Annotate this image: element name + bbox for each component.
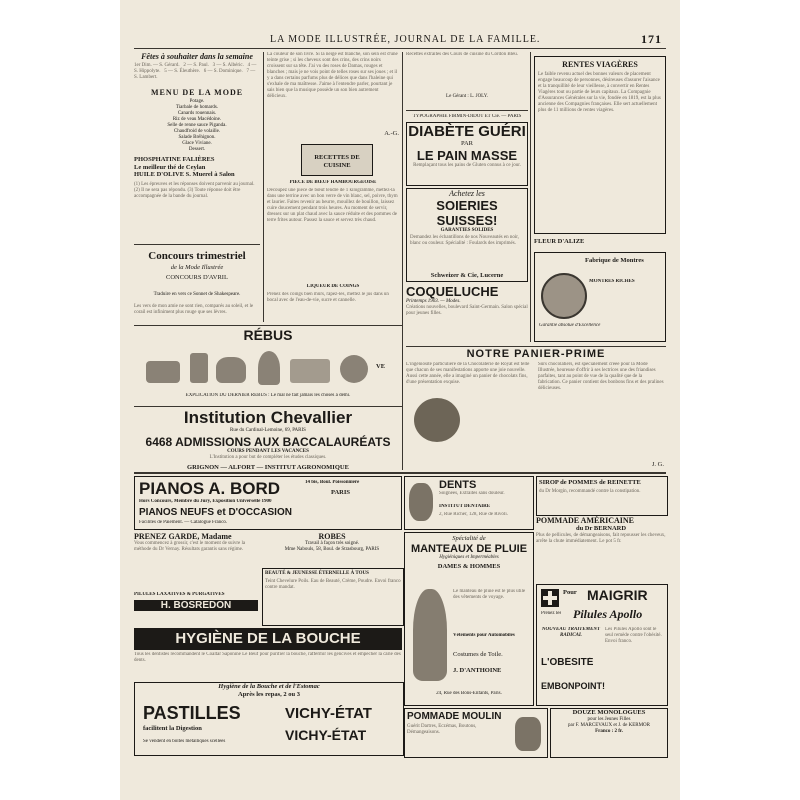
pianos-facilites: Facilités de Paiement. — Catalogue Franco. xyxy=(139,520,228,525)
douze-price: Franco : 2 fr. xyxy=(595,728,623,734)
maigrir-obesite: L'OBÉSITÉ xyxy=(541,657,594,668)
rentes-ad: RENTES VIAGÈRES Le faible revenu actuel des bonnes valeurs de placement engage beaucoup de personnes, désireuses d'assurer l'aisance et la tranquillité de leur vieillesse, à convertir en Rentes Viagères tout ou partie de leurs capitaux. La Compagnie d'Assurances Générales sur la vie, fondée en 1819, est la plus ancienne des Compagnies françaises. Elle sert actuellement plus de 11 millions de rentes viagères. xyxy=(534,56,666,234)
footnotes: (1) Les épreuves et les réponses doivent parvenir au journal. (2) Il ne sera pas répondu. (3) Toute réponse doit être accompagnée de la bande du journal. xyxy=(134,181,255,199)
piece-title: PIÈCE DE BŒUF HAMBOURGEOISE xyxy=(289,180,377,185)
column-rule xyxy=(263,52,264,322)
pocket-watch-icon xyxy=(541,273,587,319)
basket-icon xyxy=(414,398,460,442)
rebus-title: RÉBUS xyxy=(243,327,293,343)
menu-item: Glace Viviane. xyxy=(182,141,212,146)
montres-garantie: Garantie absolue d'Excellence xyxy=(539,323,601,328)
journal-title: LA MODE ILLUSTRÉE, JOURNAL DE LA FAMILLE. xyxy=(270,34,541,45)
menu-item: Tiarbale de homards. xyxy=(175,105,219,110)
soieries-garanties: GARANTIES SOLIDES xyxy=(440,228,494,233)
menu-item: Potage. xyxy=(189,99,205,104)
panier-signature: J. G. xyxy=(651,460,664,468)
concours-title: Concours trimestriel xyxy=(148,250,246,262)
ceylan-ad: Le meilleur thé de Ceylan xyxy=(134,163,206,171)
menu-item: Canards rouennais. xyxy=(177,111,217,116)
menu-title: MENU DE LA MODE xyxy=(150,88,244,97)
concours-avril: CONCOURS D'AVRIL xyxy=(166,274,228,281)
page-number: 171 xyxy=(641,32,662,46)
menu-item: Salade Bréhignon. xyxy=(178,135,216,140)
huile-ad: HUILE D'OLIVE S. Muerel à Salon xyxy=(134,171,235,178)
panier-text-left: L'ingéniosité particulière de la Chocolaterie de Royat est telle que chacun de ses manifestations apporte une joie nouvelle. Aussi cette année, elle a imaginé un panier de chocolats fins, d'une présentation exquise. xyxy=(406,362,530,385)
dents-title: DENTS xyxy=(439,479,477,491)
anthoine-address: 24, Rue des Bons-Enfants, Paris. xyxy=(436,691,502,696)
maigrir-title: MAIGRIR xyxy=(587,587,648,603)
column-2-text: La couleur de son livre. Si la neige est blanche, son sein est d'une teinte grise ; si les cheveux sont des crins, des crins noirs croissent sur sa tête. J'ai vu des roses de Damas, rouges et blanches ; mais je ne vois point de telles roses sur ses joues ; et il y a dans certains parfums plus de délices que dans l'haleine qui s'exhale de ma maîtresse. J'aime à l'entendre parler, pourtant je sais bien que la musique possède un son bien autrement délicieux. xyxy=(267,52,398,99)
portrait-icon xyxy=(409,483,433,521)
robes-sub: Travail à façon très soigné. xyxy=(304,541,360,546)
bosredon: H. BOSREDON xyxy=(134,600,258,611)
montres-ad xyxy=(534,252,666,342)
fleur-alize: FLEUR D'ALIZE xyxy=(534,238,585,245)
pot-icon xyxy=(515,717,541,751)
column-rule xyxy=(530,52,531,342)
robes-address: Mme Nabouls, 58, Boul. de Strasbourg, PARIS xyxy=(284,547,380,552)
sirop-title: SIROP de POMMES de REINETTE xyxy=(539,479,641,486)
soieries-ad: Achetez les SOIERIES SUISSES! GARANTIES SOLIDES Demandez les échantillons de nos Nouveautés en noir, blanc ou couleur. Spécialité : Foulards des imprimés. Schweizer & Cie, Lucerne xyxy=(406,188,528,282)
panier-text-right: Sûrs chocolatiers, est spécialement créée pour la Mode Illustrée, heureuse d'offrir à ses lectrices une des friandises parfaites, tant au point de vue de la qualité que de la fabrication. Ce panier contient des bonbons fins et des pralines délicieuses. xyxy=(538,362,664,391)
newspaper-page xyxy=(120,0,680,800)
chevallier-admissions: 6468 ADMISSIONS AUX BACCALAURÉATS xyxy=(145,435,391,449)
robes-ad xyxy=(262,532,402,564)
menu-item: Chaudfroid de volaille. xyxy=(173,129,221,134)
pommade-americaine-ad: POMMADE AMÉRICAINE du Dr BERNARD Plus de pellicules, de démangeaisons, fait repousser les cheveux, arrête la chute immédiatement. Le pot 5 fr. xyxy=(536,516,666,544)
col3-intro: Recettes extraites des Cours de cuisine du Cordon Bleu. xyxy=(406,52,519,57)
header-rule xyxy=(134,48,666,49)
pilules-laxatives-ad xyxy=(134,592,258,624)
maigrir-prenez: Prenez les xyxy=(541,611,562,616)
gerant: Le Gérant : L. JOLY. xyxy=(446,94,488,99)
manteaux-ad: Spécialité de MANTEAUX DE PLUIE Hygiéniques et Imperméables DAMES & HOMMES Le manteau de pluie est le plus utile des vêtements de voyage. Vêtements pour Automobiles Costumes de Toile. J. D'ANTHOINE 24, Rue des Bons-Enfants, Paris. xyxy=(404,532,534,706)
menu-item: Riz de veau Macédoine. xyxy=(172,117,222,122)
column-4 xyxy=(534,52,666,344)
column-rule xyxy=(402,52,403,470)
cross-icon xyxy=(541,589,559,607)
section-rule xyxy=(406,110,528,111)
manteaux-hygieniques: Hygiéniques et Imperméables xyxy=(439,554,499,560)
chevallier-name: Institution Chevallier xyxy=(183,408,353,427)
douze-ad xyxy=(550,708,668,758)
panier-title: NOTRE PANIER-PRIME xyxy=(466,348,606,360)
diabete-par: PAR xyxy=(460,140,474,147)
liqueur-title: LIQUEUR DE COINGS xyxy=(306,284,360,289)
recettes-banner xyxy=(301,144,373,176)
column-2 xyxy=(267,52,399,322)
section-rule xyxy=(406,346,666,347)
chevallier-cours: COURS PENDANT LES VACANCES xyxy=(227,449,309,454)
manteaux-costumes: Costumes de Toile. xyxy=(453,651,503,658)
soieries-title: SOIERIES SUISSES! xyxy=(436,198,498,228)
concours-text: Traduire en vers ce Sonnet de Shakespeare. xyxy=(153,292,241,297)
menu-item: Selle de renne sauce Piganda. xyxy=(167,123,227,128)
coqueluche-title: COQUELUCHE xyxy=(406,284,499,299)
hygiene-ad xyxy=(134,628,402,650)
vichy-1: VICHY-ÉTAT xyxy=(285,705,372,722)
fetes-list: 1er Dim. — S. Gérard. 2 — S. Paul. 3 — S. Albéric. 4 — S. Hippolyte. 5 — S. Éleuthère. 6 — S. Dominique. 7 — S. Lambert. xyxy=(134,63,257,80)
woman-figure-icon xyxy=(413,589,447,681)
panier-section xyxy=(406,348,666,470)
robes-title: ROBES xyxy=(318,532,346,541)
manteaux-title: MANTEAUX DE PLUIE xyxy=(410,542,528,555)
douze-sub: pour les Jeunes Filles xyxy=(587,716,631,722)
pommade-americaine-title: POMMADE AMÉRICAINE xyxy=(536,516,634,525)
soieries-achetez: Achetez les xyxy=(449,189,485,198)
diabete-ad: DIABÈTE GUÉRI PAR LE PAIN MASSE Remplaçant tous les pains de Gluten connus à ce jour. xyxy=(406,122,528,186)
schweizer: Schweizer & Cie, Lucerne xyxy=(430,272,504,279)
column-1 xyxy=(134,52,260,322)
pastilles-sub: Hygiène de la Bouche et de l'Estomac xyxy=(218,683,320,690)
concours-body: Les vers de mon amie ne sont rien, comparés au soleil, et le corail est infiniment plus rouge que ses lèvres. xyxy=(134,304,254,315)
maigrir-embonpoint: EMBONPOINT! xyxy=(541,681,605,691)
liqueur-text: Prenez des coings bien mûrs, râpez-les, mettez le jus dans un bocal avec de l'eau-de-vie, sucre et cannelle. xyxy=(267,292,389,303)
menu-list xyxy=(134,99,260,153)
menu-item: Dessert. xyxy=(188,147,206,152)
fetes-title: Fêtes à souhaiter dans la semaine xyxy=(141,52,253,61)
chevallier-ad xyxy=(134,408,402,470)
pianos-address: 14 bis, Boul. Poissonnière xyxy=(305,480,360,485)
signature: A.-G. xyxy=(384,130,399,137)
pommade-bernard: du Dr BERNARD xyxy=(575,525,627,532)
manteaux-vetements: Vêtements pour Automobiles xyxy=(453,633,515,638)
page-header xyxy=(120,30,680,48)
pianos-ad xyxy=(134,476,402,530)
coqueluche-ad: COQUELUCHE Printemps 1903. — Modes. Créations nouvelles, boulevard Saint-Germain. Salon spécial pour jeunes filles. xyxy=(406,284,528,316)
pianos-paris: PARIS xyxy=(331,489,351,496)
douze-title: DOUZE MONOLOGUES xyxy=(572,709,646,716)
column-3 xyxy=(406,52,528,344)
printemps: Printemps 1903. — Modes. xyxy=(406,299,461,304)
pianos-title: PIANOS A. BORD xyxy=(139,479,281,498)
rebus-caption: EXPLICATION DU DERNIER RÉBUS : Le mal ne fait jamais les choses à demi. xyxy=(185,393,351,398)
rebus-illustration: VE xyxy=(140,347,396,389)
beaute-title: BEAUTÉ & JEUNESSE ÉTERNELLE À TOUS xyxy=(265,571,369,576)
prenez-garde-ad: PRENEZ GARDE, Madame Vous commencez à grossir, c'est le moment de suivre la méthode du Dr Vernay. Résultats garantis sans régime. xyxy=(134,532,258,588)
vichy-2: VICHY-ÉTAT xyxy=(285,727,367,743)
recettes-title: RECETTES DE CUISINE xyxy=(314,154,360,169)
pianos-neufs: PIANOS NEUFS et D'OCCASION xyxy=(139,507,292,518)
dents-institut: INSTITUT DENTAIRE xyxy=(439,504,491,509)
pastilles-title: PASTILLES xyxy=(143,703,241,723)
concours-sub: de la Mode Illustrée xyxy=(170,264,224,271)
douze-authors: par F. MARCEVAUX et J. de KERMOR xyxy=(567,722,650,728)
montres-riches: MONTRES RICHES xyxy=(589,279,635,284)
montres-title: Fabrique de Montres xyxy=(585,257,644,264)
dents-ad: DENTS Soignées, Extraites sans douleur. INSTITUT DENTAIRE 2, Rue Richer, 128, Rue de Rivoli. xyxy=(404,476,534,530)
pommade-moulin-ad: POMMADE MOULIN Guérit Dartres, Eczémas, Boutons, Démangeaisons. xyxy=(404,708,548,758)
rebus-section xyxy=(134,327,402,405)
hygiene-text: Tous les dentistes recommandent le Coaltar Saponiné Le Beuf pour purifier la bouche, raffermir les gencives et empêcher la carie des dents. xyxy=(134,652,401,663)
hygiene-title: HYGIÈNE DE LA BOUCHE xyxy=(175,630,361,647)
anthoine: J. D'ANTHOINE xyxy=(453,667,502,674)
section-rule xyxy=(134,406,402,407)
pilules-lax-title: PILULES LAXATIVES & PURGATIVES xyxy=(134,592,225,597)
maigrir-ad: Pour MAIGRIR Prenez les Pilules Apollo NOUVEAU TRAITEMENT RADICAL L'OBÉSITÉ EMBONPOINT! Les Pilules Apollo sont le seul remède contre l'obésité. Envoi franco. xyxy=(536,584,668,706)
pastilles-boites: Se vendent en boîtes métalliques scellées xyxy=(143,739,226,744)
diabete-pain: LE PAIN MASSE xyxy=(416,147,518,163)
maigrir-pour: Pour xyxy=(563,589,577,596)
phosphatine-ad: PHOSPHATINE FALIÈRES xyxy=(134,156,215,163)
pianos-hors: Hors Concours, Membre du Jury, Exposition Universelle 1900 xyxy=(139,499,272,504)
chevallier-address: Rue du Cardinal-Lemoine, 69, PARIS xyxy=(230,428,306,433)
pastilles-facilitent: facilitent la Digestion xyxy=(143,725,202,732)
diabete-title: DIABÈTE GUÉRI xyxy=(408,123,526,140)
chevallier-schools: GRIGNON — ALFORT — INSTITUT AGRONOMIQUE xyxy=(187,464,349,470)
recipe-text: Découpez une pièce de bœuf tendre de 1 kilogramme, mettez-la dans une terrine avec un bon verre de vin blanc, sel, poivre, thym et laurier. Faites revenir au beurre, mouillez de bouillon, laissez cuire doucement pendant trois heures. Au moment de servir, dressez sur un plat chaud avec la sauce réduite et des pommes de terre frites autour. Passez la sauce et servez très chaud. xyxy=(267,188,398,223)
pastilles-apres: Après les repas, 2 ou 3 xyxy=(238,690,300,698)
pastilles-ad xyxy=(134,682,404,756)
typographie: TYPOGRAPHIE FIRMIN-DIDOT ET Cie. — PARIS xyxy=(412,114,522,119)
ads-divider xyxy=(134,472,666,474)
manteaux-specialite: Spécialité de xyxy=(452,535,486,542)
rentes-title: RENTES VIAGÈRES xyxy=(562,60,638,69)
maigrir-nouveau: NOUVEAU TRAITEMENT RADICAL xyxy=(541,627,601,638)
chevallier-text: L'Institution a pour but de compléter les études classiques. xyxy=(209,455,327,460)
section-rule xyxy=(134,325,402,326)
beaute-ad: BEAUTÉ & JEUNESSE ÉTERNELLE À TOUS Teint Chevelure Poils. Eau de Beauté, Crème, Poudre. Envoi franco contre mandat. xyxy=(262,568,404,626)
sirop-ad: SIROP de POMMES de REINETTE du Dr Morgin, recommandé contre la constipation. xyxy=(536,476,668,516)
manteaux-dames: DAMES & HOMMES xyxy=(437,562,501,570)
pilules-apollo: Pilules Apollo xyxy=(573,607,643,621)
prenez-title: PRENEZ GARDE, Madame xyxy=(134,532,232,541)
pommade-moulin-title: POMMADE MOULIN xyxy=(407,711,502,722)
section-rule xyxy=(134,244,260,245)
